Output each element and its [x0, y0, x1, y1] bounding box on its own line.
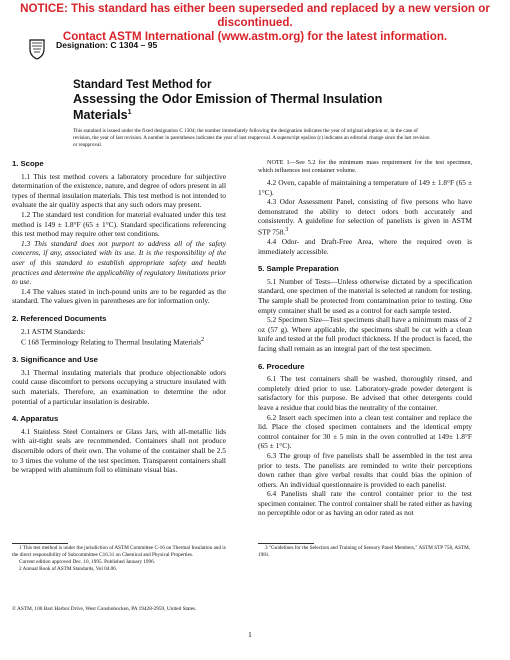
footnotes-right	[258, 545, 472, 559]
left-column	[12, 159, 226, 475]
section-heading-significance: 3. Significance and Use	[12, 355, 98, 365]
paragraph-1-3: 1.3 This standard does not purport to address all of the safety concerns, if any, associated with its use. It is the responsibility of the user of this standard to establish appropriate safety and health practices and determine the applicability of regulatory limitations prior to use.	[12, 238, 226, 287]
footnote-1b: Current edition approved Dec. 10, 1995. Published January 1996.	[19, 559, 156, 565]
issue-note: This standard is issued under the fixed designation C 1304; the number immediately following the designation indicates the year of original adoption or, in the case of revision, the year of last revision. A number in parentheses indicates the year of last reapproval. A superscript epsilon (ε) indicates an editorial change since the last revision or reapproval.	[73, 128, 430, 148]
notice-line-1: NOTICE: This standard has either been superseded and replaced by a new version or discontinued.	[20, 2, 490, 29]
title-line-2: Assessing the Odor Emission of Thermal Insulation	[73, 92, 383, 106]
reference-c168: C 168 Terminology Relating to Thermal Insulating Materials$^2$	[21, 337, 205, 347]
paragraph-5-2: 5.2 Specimen Size—Test specimens shall have a minimum mass of 2 oz (57 g). Where applicable, the specimens shall be cut with a clean knife and tested at the full product thickness. If the product is faced, the facing shall remain as an integral part of the test specimen.	[258, 315, 472, 353]
paragraph-5-1: 5.1 Number of Tests—Unless otherwise dictated by a specification standard, one specimen of the material is selected at random for testing. The sample shall be protected from contamination prior to testing. One empty container shall be used as a control for each sample tested.	[258, 276, 472, 315]
footnote-rule-right	[258, 543, 314, 544]
paragraph-1-1: 1.1 This test method covers a laboratory procedure for subjective determination of the existence, nature, and degree of odors present in all types of thermal insulation materials. This test method is not intended to evaluate the air quality aspects that any such odors may present.	[12, 171, 226, 210]
paragraph-6-2: 6.2 Insert each specimen into a clean test container and replace the lid. Place the closed specimen containers and the identical empty control container for 30 ± 5 min in the oven controlled at 149± 1.8°F (65 ± 1°C).	[258, 412, 472, 451]
astm-logo	[28, 36, 46, 60]
paragraph-1-2: 1.2 The standard test condition for material evaluated under this test method is 149 ± 1.8°F (65 ± 1°C). Standard specifications referencing this test method may require other test conditions.	[12, 209, 226, 239]
notice-line-2: Contact ASTM International (www.astm.org) for the latest information.	[62, 30, 448, 43]
footnote-2: 2 Annual Book of ASTM Standards, Vol 04.06.	[19, 566, 118, 572]
paragraph-6-4: 6.4 Panelists shall rate the control container prior to the test specimen container. The control container shall be rated either as having no perceptible odor or as having an odor rated as not	[258, 489, 472, 518]
footnotes-left	[12, 545, 226, 573]
footnote-3: 3 "Guidelines for the Selection and Training of Sensory Panel Members," ASTM STP 758, ASTM, 1981.	[258, 545, 471, 558]
section-heading-scope: 1. Scope	[12, 159, 44, 168]
paragraph-4-2: 4.2 Oven, capable of maintaining a temperature of 149 ± 1.8°F (65 ± 1°C).	[258, 178, 472, 197]
supersession-notice	[0, 2, 510, 44]
copyright: © ASTM, 100 Barr Harbor Drive, West Conshohocken, PA 19428-2959, United States.	[12, 606, 197, 612]
document-title	[73, 78, 382, 122]
paragraph-4-3: 4.3 Odor Assessment Panel, consisting of five persons who have demonstrated the ability to detect odors both accurately and consistently. A guideline for selection of panelists is given in ASTM STP 758.$^3$	[258, 197, 472, 237]
title-line-3: Materials	[73, 108, 128, 123]
paragraph-2-1: 2.1 ASTM Standards:	[21, 326, 86, 336]
note-1: NOTE 1—See 5.2 for the minimum mass requirement for the test specimen, which influences test container volume.	[258, 159, 472, 174]
footnote-1: 1 This test method is under the jurisdiction of ASTM Committee C-16 on Thermal Insulation and is the direct responsibility of Subcommittee C16.31 on Chemical and Physical Properties.	[12, 545, 226, 558]
section-heading-sample-preparation: 5. Sample Preparation	[258, 264, 339, 274]
section-heading-procedure: 6. Procedure	[258, 361, 305, 371]
footnote-rule-left	[12, 543, 68, 544]
paragraph-3-1: 3.1 Thermal insulating materials that produce objectionable odors could cause discomfort to persons occupying a structure insulated with such materials. Therefore, an examination to determine the odor potential of a particular insulation is desirable.	[12, 367, 226, 406]
section-heading-apparatus: 4. Apparatus	[12, 414, 59, 424]
paragraph-6-3: 6.3 The group of five panelists shall be assembled in the test area prior to tests. The panelists are reminded to write their perceptions down rather than give verbal results that could bias the opinion of others. An individual questionnaire is provided to each panelist.	[258, 450, 472, 489]
paragraph-4-4: 4.4 Odor- and Draft-Free Area, where the required oven is immediately accessible.	[258, 237, 472, 256]
designation: Designation: C 1304 – 95	[56, 40, 158, 50]
title-footnote-mark: 1	[127, 109, 132, 116]
right-column	[258, 159, 472, 518]
section-heading-referenced-documents: 2. Referenced Documents	[12, 313, 107, 323]
paragraph-6-1: 6.1 The test containers shall be washed, thoroughly rinsed, and completely dried prior to use. Laboratory-grade powder detergent is satisfactory for this purpose. Be advised that other detergents could leave a residue that could bias the neutrality of the container.	[258, 374, 472, 412]
paragraph-1-4: 1.4 The values stated in inch-pound units are to be regarded as the standard. The values given in parentheses are for information only.	[12, 286, 226, 306]
page-number: 1	[248, 630, 252, 639]
title-line-1: Standard Test Method for	[73, 79, 212, 91]
paragraph-4-1: 4.1 Stainless Steel Containers or Glass Jars, with all-metallic lids with air-tight seals are recommended. Containers shall not produce discernible odors of their own. The volume of the container shall be 2.5 to 3 times the volume of the test specimen. Transparent containers shall be wrapped with aluminum foil to eliminate visual bias.	[12, 426, 226, 475]
